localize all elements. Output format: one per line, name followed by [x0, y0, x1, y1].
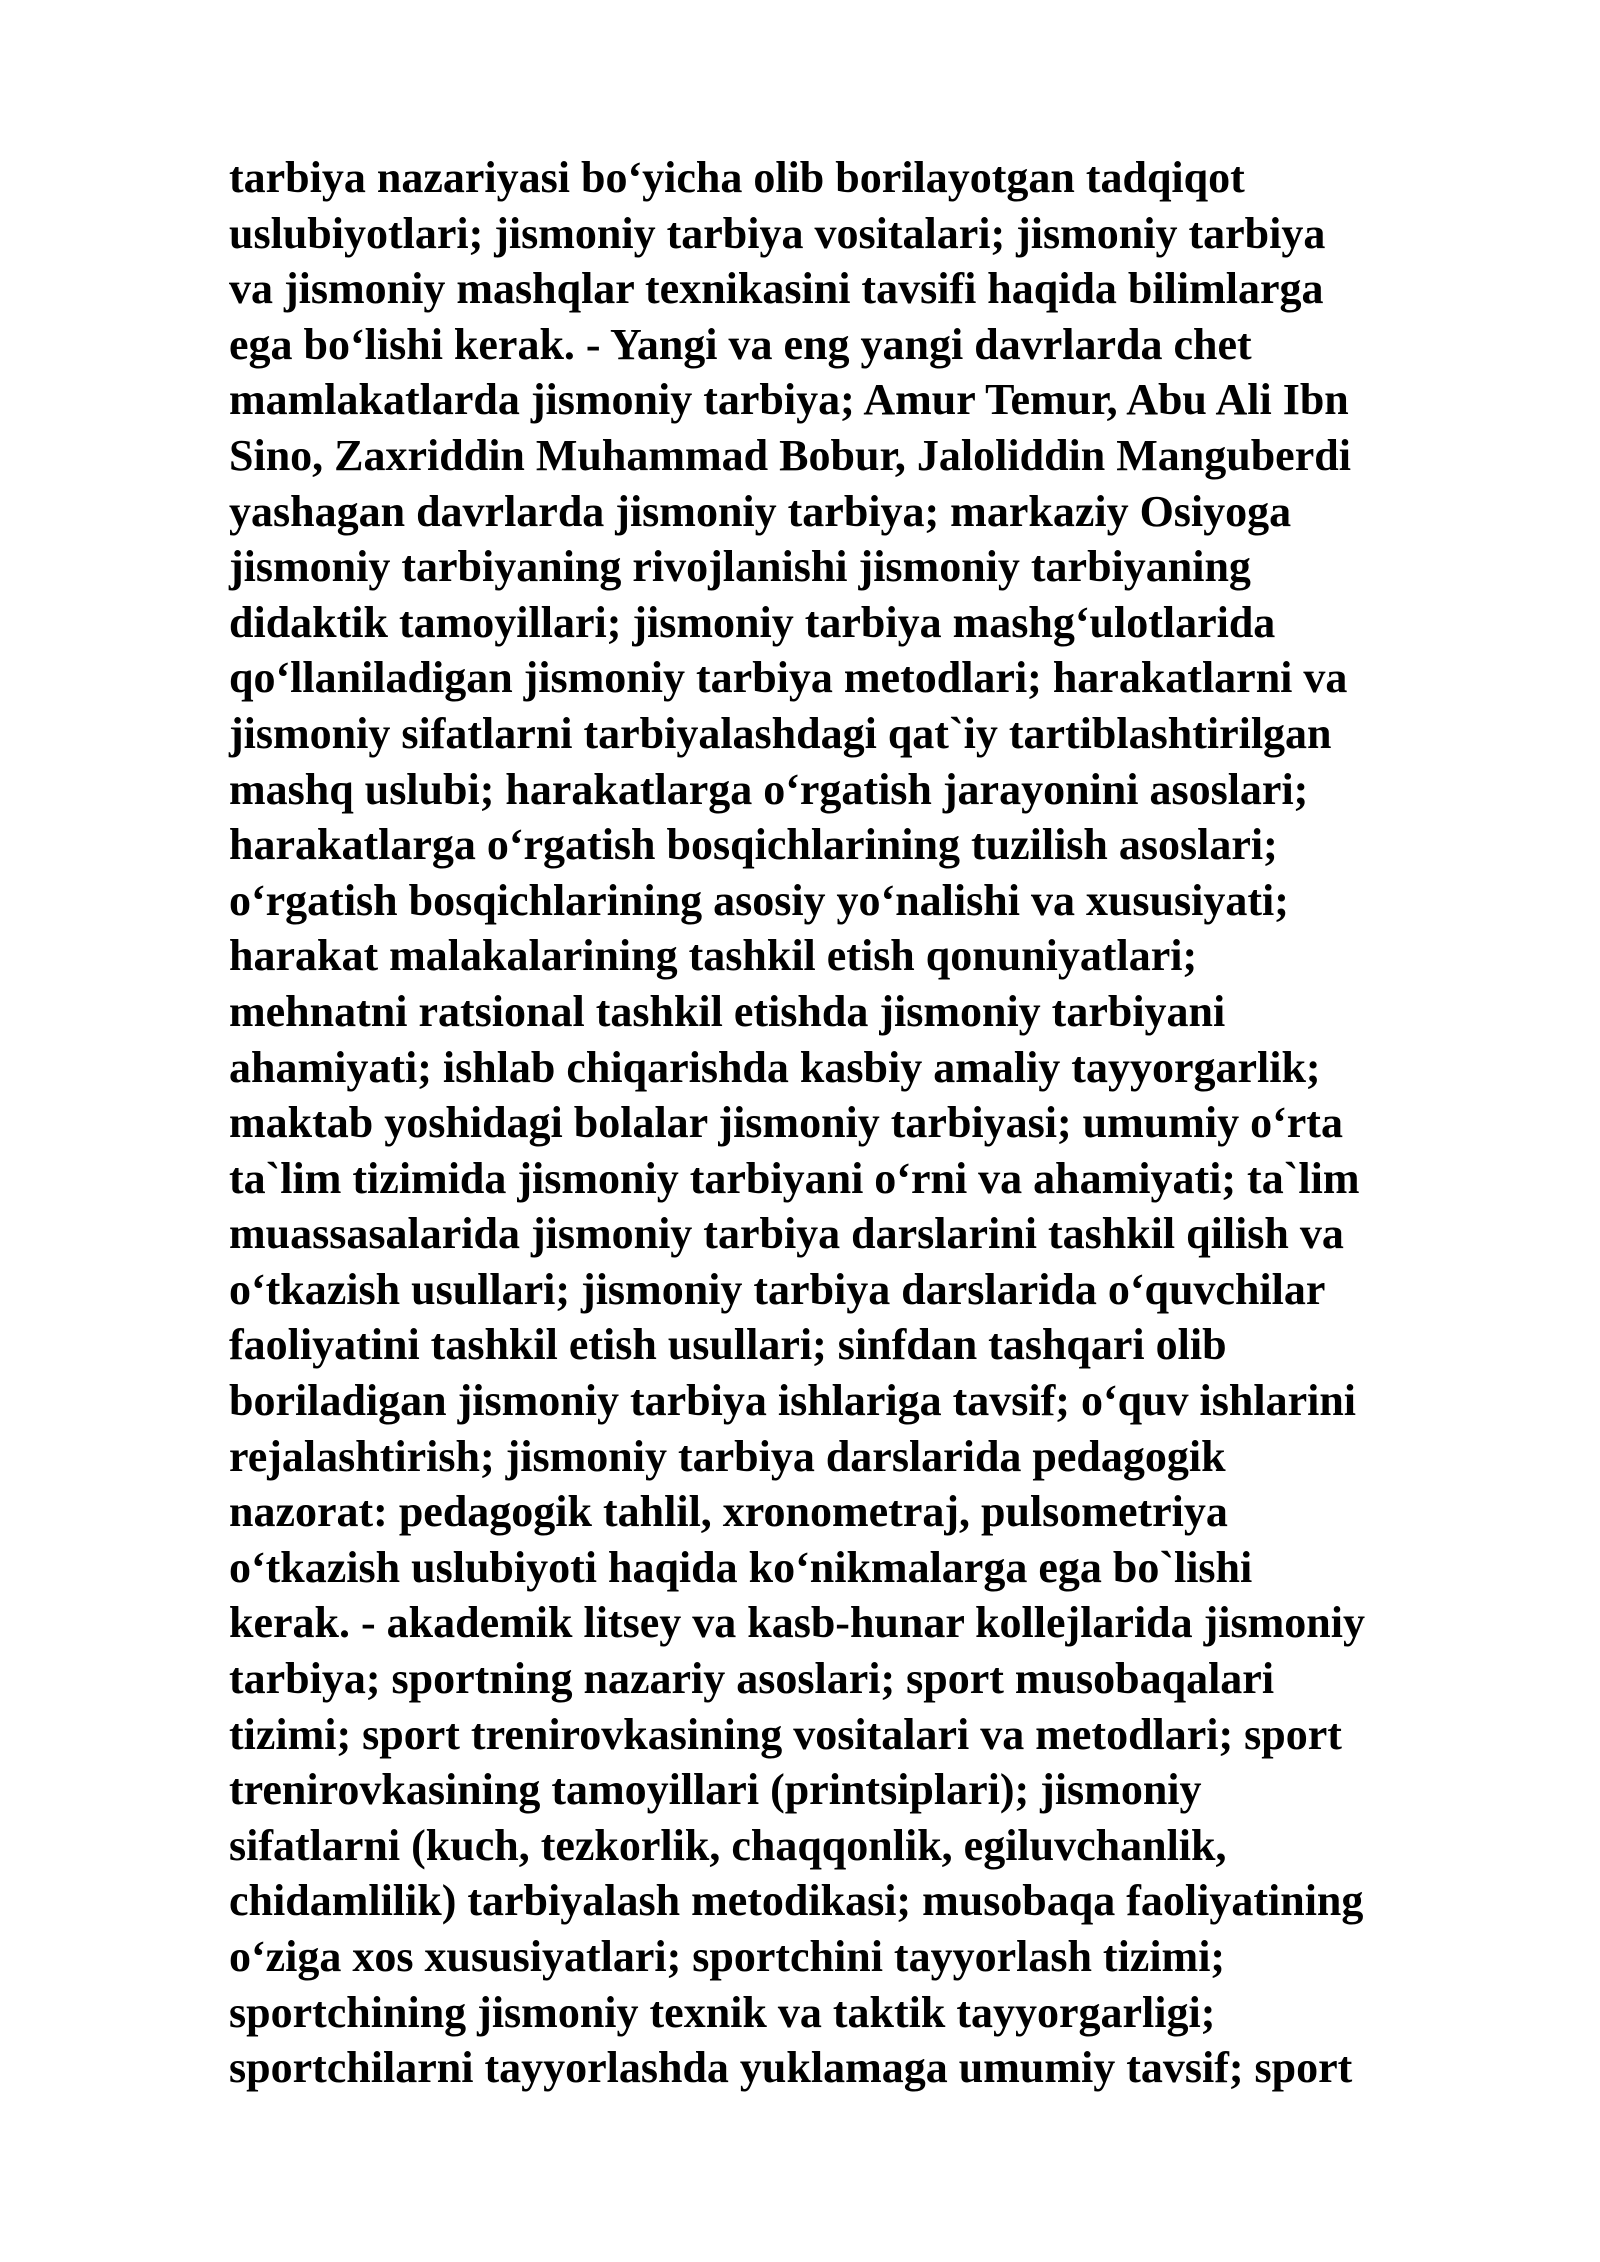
text-line: kerak. - akademik litsey va kasb-hunar kollejlarida jismoniy [229, 1598, 1365, 1648]
text-line: tarbiya; sportning nazariy asoslari; sport musobaqalari [229, 1654, 1275, 1704]
text-line: muassasalarida jismoniy tarbiya darslarini tashkil qilish va [229, 1209, 1344, 1259]
text-line: boriladigan jismoniy tarbiya ishlariga tavsif; o‘quv ishlarini [229, 1376, 1357, 1426]
text-line: chidamlilik) tarbiyalash metodikasi; musobaqa faoliyatining [229, 1876, 1364, 1926]
text-line: o‘rgatish bosqichlarining asosiy yo‘nalishi va xususiyati; [229, 875, 1289, 925]
text-line: sifatlarni (kuch, tezkorlik, chaqqonlik, egiluvchanlik, [229, 1820, 1227, 1870]
text-line: jismoniy sifatlarni tarbiyalashdagi qat`iy tartiblashtirilgan [229, 708, 1332, 758]
text-line: o‘ziga xos xususiyatlari; sportchini tayyorlash tizimi; [229, 1932, 1226, 1981]
text-line: yashagan davrlarda jismoniy tarbiya; markaziy Osiyoga [229, 486, 1292, 536]
text-line: harakat malakalarining tashkil etish qonuniyatlari; [229, 931, 1198, 981]
text-line: va jismoniy mashqlar texnikasini tavsifi haqida bilimlarga [229, 264, 1324, 314]
text-line: ta`lim tizimida jismoniy tarbiyani o‘rni va ahamiyati; ta`lim [229, 1153, 1360, 1203]
text-line: Sino, Zaxriddin Muhammad Bobur, Jaloliddin Manguberdi [229, 430, 1351, 480]
text-line: tizimi; sport trenirovkasining vositalari va metodlari; sport [229, 1709, 1342, 1759]
text-line: trenirovkasining tamoyillari (printsiplari); jismoniy [229, 1765, 1202, 1815]
text-line: qo‘llaniladigan jismoniy tarbiya metodlari; harakatlarni va [229, 653, 1348, 703]
text-line: ega bo‘lishi kerak. - Yangi va eng yangi davrlarda chet [229, 319, 1252, 369]
text-line: jismoniy tarbiyaning rivojlanishi jismoniy tarbiyaning [229, 542, 1251, 592]
text-line: mamlakatlarda jismoniy tarbiya; Amur Temur, Abu Ali Ibn [229, 375, 1349, 425]
text-line: uslubiyotlari; jismoniy tarbiya vositalari; jismoniy tarbiya [229, 208, 1326, 258]
text-line: ahamiyati; ishlab chiqarishda kasbiy amaliy tayyorgarlik; [229, 1042, 1321, 1092]
text-line: sportchining jismoniy texnik va taktik tayyorgarligi; [229, 1987, 1216, 2037]
text-line: rejalashtirish; jismoniy tarbiya darslarida pedagogik [229, 1431, 1226, 1481]
text-line: sportchilarni tayyorlashda yuklamaga umumiy tavsif; sport [229, 2043, 1353, 2093]
text-line: tarbiya nazariyasi bo‘yicha olib borilayotgan tadqiqot [229, 153, 1245, 202]
text-line: maktab yoshidagi bolalar jismoniy tarbiyasi; umumiy o‘rta [229, 1098, 1343, 1148]
text-line: o‘tkazish uslubiyoti haqida ko‘nikmalarga ega bo`lishi [229, 1542, 1253, 1592]
text-line: nazorat: pedagogik tahlil, xronometraj, pulsometriya [229, 1487, 1228, 1537]
text-line: harakatlarga o‘rgatish bosqichlarining tuzilish asoslari; [229, 820, 1278, 870]
text-line: didaktik tamoyillari; jismoniy tarbiya mashg‘ulotlarida [229, 597, 1276, 647]
body-text [229, 150, 1529, 2096]
text-line: faoliyatini tashkil etish usullari; sinfdan tashqari olib [229, 1320, 1227, 1370]
text-line: mehnatni ratsional tashkil etishda jismoniy tarbiyani [229, 986, 1226, 1036]
text-line: o‘tkazish usullari; jismoniy tarbiya darslarida o‘quvchilar [229, 1264, 1326, 1314]
text-line: mashq uslubi; harakatlarga o‘rgatish jarayonini asoslari; [229, 764, 1309, 814]
